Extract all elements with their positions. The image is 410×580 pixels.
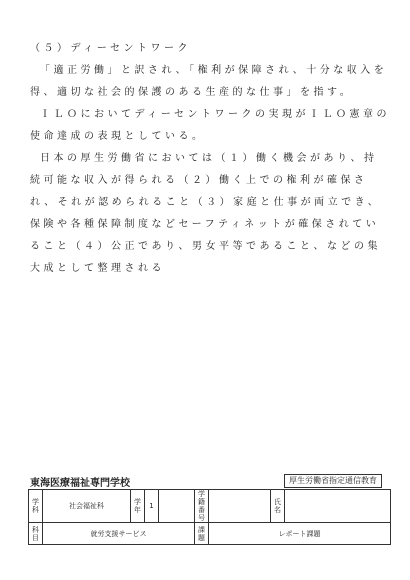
task-label: 課題	[195, 523, 209, 545]
name-value	[285, 490, 391, 523]
dept-value: 社会福祉科	[43, 490, 131, 523]
year-value: 1	[145, 490, 159, 523]
table-row	[29, 490, 391, 523]
report-body	[30, 38, 390, 280]
blank-cell	[159, 490, 195, 523]
paragraph-ilo: ＩＬＯにおいてディーセントワークの実現がＩＬＯ憲章の使命達成の表現としている。	[30, 109, 390, 142]
dept-label: 学科	[29, 490, 43, 523]
student-no-label: 学籍番号	[195, 490, 209, 523]
name-label: 氏名	[271, 490, 285, 523]
section-heading: （５）ディーセントワーク	[30, 43, 191, 54]
task-value: レポート課題	[209, 523, 391, 545]
table-row	[29, 523, 391, 545]
year-label: 学年	[131, 490, 145, 523]
certification-stamp: 厚生労働省指定通信教育	[284, 474, 382, 488]
school-name: 東海医療福祉専門学校	[30, 478, 130, 489]
paragraph-mhlw: 日本の厚生労働省においては（１）働く機会があり、持続可能な収入が得られる（２）働く上での権利が確保され、それが認められること（３）家庭と仕事が両立でき、保険や各種保障制度などセーフティネットが確保されていること（４）公正であり、男女平等であること、などの集大成として整理される	[30, 153, 382, 274]
subject-label: 科目	[29, 523, 43, 545]
subject-value: 就労支援サービス	[43, 523, 195, 545]
student-no-value	[209, 490, 271, 523]
student-info-table	[28, 489, 391, 545]
paragraph-definition: 「適正労働」と訳され、「権利が保障され、十分な収入を得、適切な社会的保護のある生産的な仕事」を指す。	[30, 65, 388, 98]
